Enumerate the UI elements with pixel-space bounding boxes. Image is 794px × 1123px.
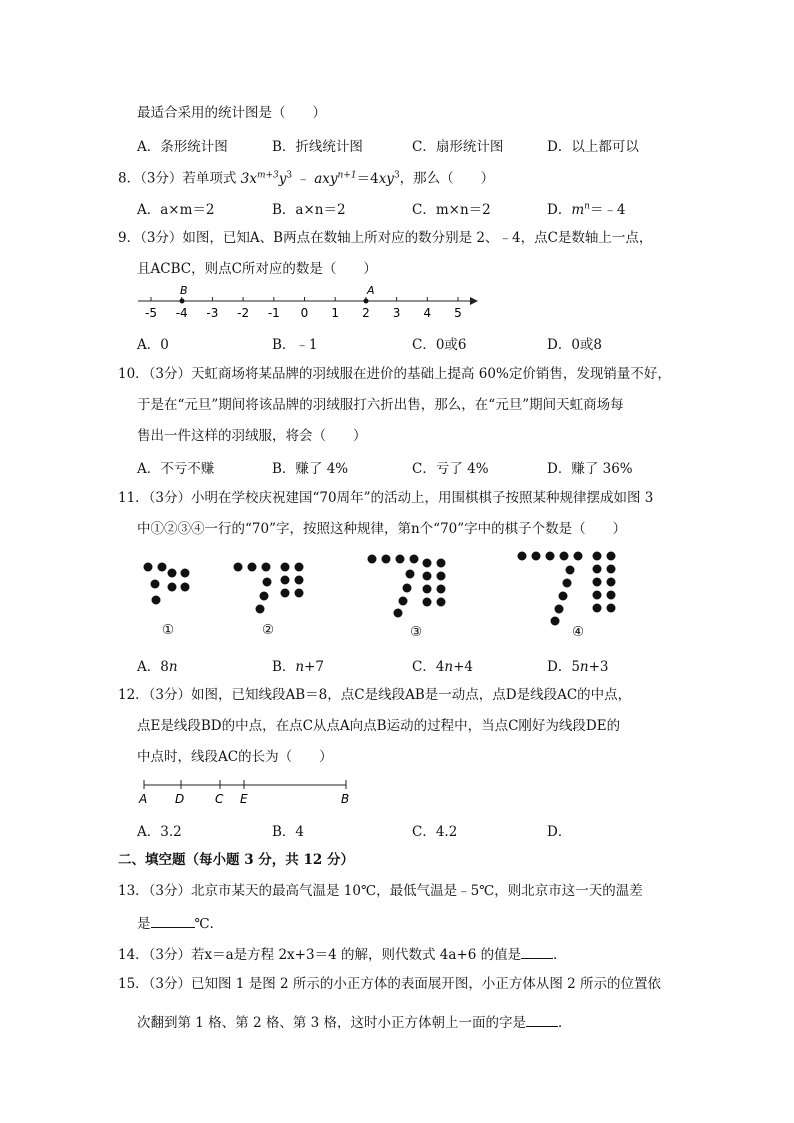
q11-option-a: A．8n (137, 659, 178, 675)
q12-stem-line1: 12．（3分）如图，已知线段AB＝8，点C是线段AB是一动点，点D是线段AC的中点， (118, 687, 632, 703)
q12-option-a: A．3.2 (137, 824, 182, 840)
figure-3-dots (368, 555, 446, 618)
q11-seventy-figures (130, 545, 630, 645)
q11-figure-label-1: ① (162, 622, 175, 638)
figure-4-dots (518, 552, 616, 626)
tick-label: -1 (267, 306, 280, 320)
q11-stem-line2: 中①②③④一行的“70”字，按照这种规律，第n个“70”字中的棋子个数是（ ） (137, 521, 627, 537)
point-b-label: B (180, 284, 188, 297)
tick-label: -2 (237, 306, 250, 320)
q9-option-d: D．0或8 (547, 337, 603, 353)
q7-stem: 最适合采用的统计图是（ ） (137, 105, 326, 121)
point-b-marker (180, 299, 185, 304)
q8-stem (118, 166, 494, 188)
q11-figure-label-4: ④ (572, 624, 585, 640)
q7-option-c: C．扇形统计图 (412, 139, 504, 155)
q7-option-b: B．折线统计图 (272, 139, 363, 155)
q10-stem-line2: 于是在“元旦”期间将该品牌的羽绒服打六折出售，那么，在“元旦”期间天虹商场每 (137, 397, 624, 413)
q13-stem-line1: 13．（3分）北京市某天的最高气温是 10℃，最低气温是﹣5℃，则北京市这一天的温差 (118, 883, 643, 899)
q9-number-line (132, 282, 482, 322)
label-d: D (175, 792, 185, 806)
tick-label: 3 (392, 306, 401, 320)
q9-option-b: B．﹣1 (272, 337, 318, 353)
label-e: E (240, 792, 248, 806)
tick-label: 4 (423, 306, 432, 320)
q10-option-d: D．赚了 36% (547, 461, 633, 477)
q13-pre: 是 (137, 916, 151, 932)
q11-option-c: C．4n+4 (412, 659, 474, 675)
tick-label: 2 (362, 306, 370, 320)
tick-label: 1 (331, 306, 340, 320)
point-a-marker (364, 299, 369, 304)
q9-stem-line1: 9．（3分）如图，已知A、B两点在数轴上所对应的数分别是 2、﹣4，点C是数轴上一点， (118, 230, 653, 246)
q9-stem-line2: 且ACBC，则点C所对应的数是（ ） (137, 261, 377, 277)
q8-expression: $3x^{m+3}y^3$ ﹣ $axy^{n+1}=4xy^3$ (240, 170, 400, 187)
point-a-label: A (367, 284, 375, 297)
q8-option-a: A．a×m＝2 (137, 202, 215, 218)
q12-option-c: C．4.2 (412, 824, 458, 840)
q10-option-b: B．赚了 4% (272, 461, 349, 477)
number-line-arrow (470, 297, 478, 305)
q9-option-c: C．0或6 (412, 337, 467, 353)
label-b: B (341, 792, 350, 806)
q11-figure-label-2: ② (262, 622, 275, 638)
section-2-title: 二、填空题（每小题 3 分，共 12 分） (118, 852, 354, 868)
q8-option-b: B．a×n＝2 (272, 202, 346, 218)
q15-post: ． (558, 1015, 572, 1031)
q8-option-c: C．m×n＝2 (412, 202, 491, 218)
q8-stem-suffix: ，那么（ ） (399, 170, 495, 187)
q7-option-a: A．条形统计图 (137, 139, 228, 155)
q15-pre: 次翻到第 1 格、第 2 格、第 3 格，这时小正方体朝上一面的字是 (137, 1015, 527, 1031)
label-a: A (139, 792, 148, 806)
q13-answer-blank (151, 913, 195, 928)
tick-label: 5 (454, 306, 462, 320)
q12-option-b: B．4 (272, 824, 305, 840)
q10-stem-line3: 售出一件这样的羽绒服，将会（ ） (137, 428, 367, 444)
tick-label: -4 (175, 306, 188, 320)
tick-label: -3 (206, 306, 219, 320)
q14-answer-blank (521, 944, 553, 959)
q8-option-d: D．$m^n=﹣4$ (547, 201, 626, 218)
q7-option-d: D．以上都可以 (547, 139, 639, 155)
q13-post: ℃． (194, 916, 224, 932)
q15-stem-line1: 15．（3分）已知图 1 是图 2 所示的小正方体的表面展开图，小正方体从图 2 所示的位置依 (118, 976, 662, 992)
q11-option-b: B．n+7 (272, 659, 325, 675)
figure-1-dots (144, 563, 190, 605)
tick-label: 0 (300, 306, 309, 320)
q12-segment-figure (136, 776, 361, 810)
q15-answer-blank (526, 1012, 558, 1027)
tick-label: -5 (145, 306, 157, 320)
q14-post: ． (553, 947, 567, 963)
q14-stem (118, 944, 567, 964)
q11-figure-label-3: ③ (410, 624, 423, 640)
q11-option-d: D．5n+3 (547, 659, 609, 675)
q11-stem-line1: 11．（3分）小明在学校庆祝建国“70周年”的活动上，用围棋棋子按照某种规律摆成如图 3 (118, 490, 654, 506)
q12-stem-line2: 点E是线段BD的中点，在点C从点A向点B运动的过程中，当点C刚好为线段DE的 (137, 718, 621, 734)
q12-option-d: D． (547, 824, 572, 840)
q9-option-a: A．0 (137, 337, 169, 353)
number-line-ticks (145, 297, 462, 320)
q14-pre: 14．（3分）若x＝a是方程 2x+3＝4 的解，则代数式 4a+6 的值是 (118, 947, 522, 963)
figure-2-dots (234, 563, 304, 614)
q12-stem-line3: 中点时，线段AC的长为（ ） (137, 749, 333, 765)
q10-option-c: C．亏了 4% (412, 461, 489, 477)
q10-option-a: A．不亏不赚 (137, 461, 215, 477)
q13-stem-line2 (137, 913, 223, 933)
label-c: C (215, 792, 224, 806)
q8-stem-prefix: 8．（3分）若单项式 (118, 170, 241, 187)
q15-stem-line2 (137, 1012, 572, 1032)
q10-stem-line1: 10．（3分）天虹商场将某品牌的羽绒服在进价的基础上提高 60%定价销售，发现销量不好， (118, 366, 671, 382)
